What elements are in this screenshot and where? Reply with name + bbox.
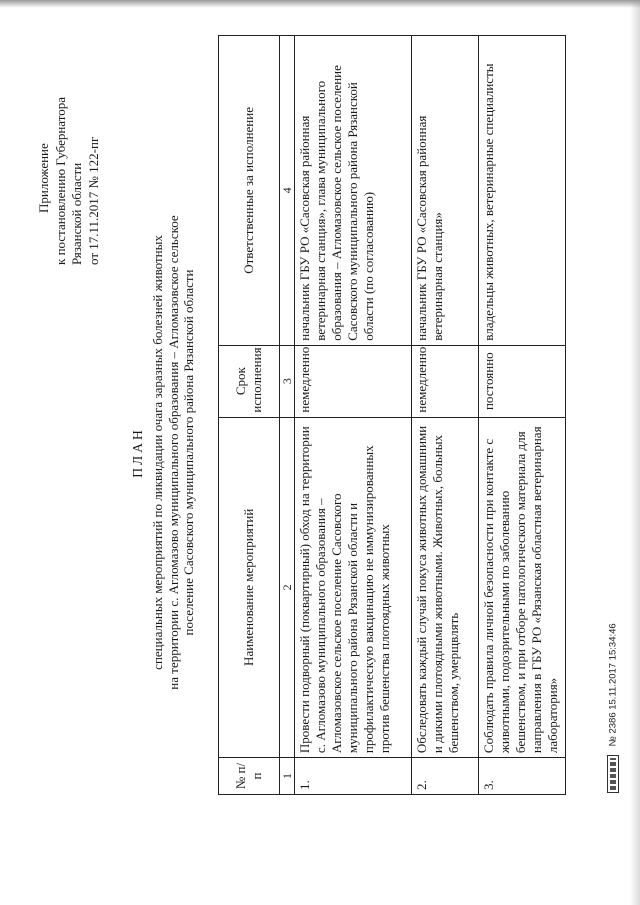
column-header-responsible: Ответственные за исполнение bbox=[219, 36, 280, 346]
stamp-text: № 2386 15.11.2017 15:34:46 bbox=[607, 623, 619, 747]
plan-title: ПЛАН bbox=[130, 427, 145, 478]
row-action: Обследовать каждый случай покуса животных домашними и дикими плотоядными животными. Животных, больных бешенством, умерщвлять bbox=[412, 417, 479, 758]
appendix-region: Рязанской области bbox=[69, 162, 84, 265]
table-header-row bbox=[219, 36, 280, 795]
column-number: 4 bbox=[280, 36, 295, 346]
row-action: Провести подворный (поквартирный) обход на территории с. Агломазово муниципального образования – Агломазовское сельское поселение Сасовского муниципального района Рязанской области и профилактическую вакцинацию не иммунизированных против бешенства плотоядных животных bbox=[295, 417, 412, 758]
appendix-title: Приложение bbox=[36, 143, 51, 213]
row-term: постоянно bbox=[479, 345, 566, 417]
column-number: 2 bbox=[280, 417, 295, 758]
row-term: немедленно bbox=[295, 345, 412, 417]
table-row bbox=[412, 36, 479, 795]
column-number: 1 bbox=[280, 758, 295, 795]
plan-subtitle-line: поселение Сасовского муниципального района Рязанской области bbox=[181, 269, 196, 636]
table-row bbox=[295, 36, 412, 795]
appendix-resolution: к постановлению Губернатора bbox=[52, 96, 68, 265]
row-number: 1. bbox=[295, 758, 412, 795]
row-number: 2. bbox=[412, 758, 479, 795]
registration-stamp bbox=[607, 623, 619, 793]
plan-subtitle-line: специальных мероприятий по ликвидации очага заразных болезней животных bbox=[150, 235, 165, 670]
appendix-header bbox=[36, 35, 102, 265]
row-action: Соблюдать правила личной безопасности при контакте с животными, подозрительными по заболеванию бешенством, и при отборе патологического материала для направления в ГБУ РО «Рязанская областная ветеринарная лаборатория» bbox=[479, 417, 566, 758]
row-number: 3. bbox=[479, 758, 566, 795]
column-header-action: Наименование мероприятий bbox=[219, 417, 280, 758]
stamp-seal-icon bbox=[607, 755, 619, 793]
plan-subtitle bbox=[150, 40, 197, 865]
column-header-number: № п/п bbox=[219, 758, 280, 795]
row-responsible: владельцы животных, ветеринарные специалисты bbox=[479, 36, 566, 346]
measures-table bbox=[218, 35, 566, 795]
column-number: 3 bbox=[280, 345, 295, 417]
row-responsible: начальник ГБУ РО «Сасовская районная ветеринарная станция», глава муниципального образования – Агломазовское сельское поселение Сасовского муниципального района Рязанской области (по согласованию) bbox=[295, 36, 412, 346]
row-term: немедленно bbox=[412, 345, 479, 417]
column-number-row bbox=[280, 36, 295, 795]
appendix-date-number: от 17.11.2017 № 122-пг bbox=[85, 136, 101, 265]
row-responsible: начальник ГБУ РО «Сасовская районная ветеринарная станция» bbox=[412, 36, 479, 346]
plan-subtitle-line: на территории с. Агломазово муниципального образования – Агломазовское сельское bbox=[165, 215, 181, 690]
table-row bbox=[479, 36, 566, 795]
column-header-term: Срок исполнения bbox=[219, 345, 280, 417]
